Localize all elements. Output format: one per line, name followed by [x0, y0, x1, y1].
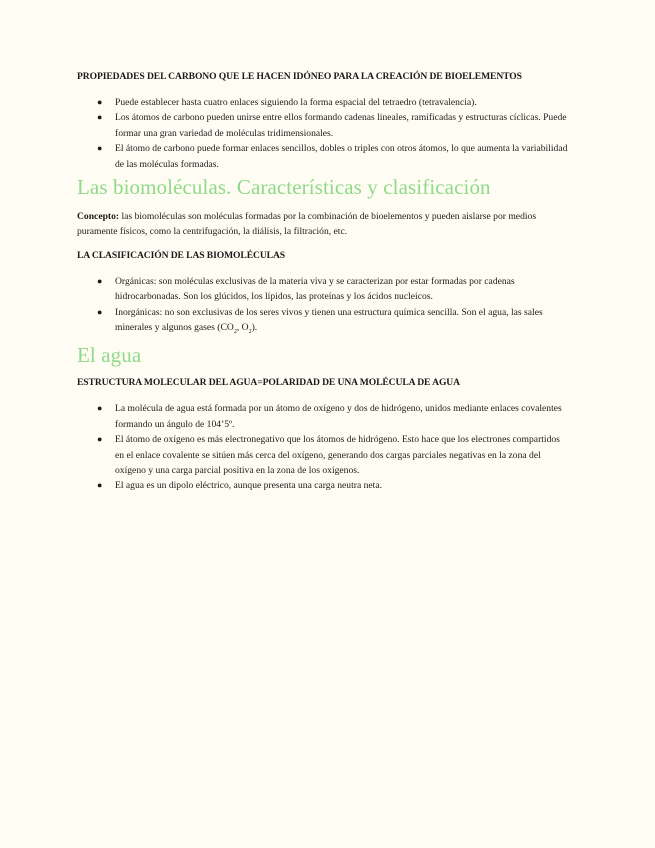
carbon-list [77, 95, 569, 172]
list-item: ● El agua es un dipolo eléctrico, aunque presenta una carga neutra neta. [77, 478, 569, 493]
bullet-icon: ● [97, 143, 103, 154]
agua-heading: ESTRUCTURA MOLECULAR DEL AGUA=POLARIDAD DE UNA MOLÉCULA DE AGUA [77, 377, 460, 389]
list-item: ● Los átomos de carbono pueden unirse entre ellos formando cadenas lineales, ramificadas y estructuras cíclicas. Puede formar una gran variedad de moléculas tridimensionales. [97, 112, 567, 139]
biomoleculas-title: Las biomoléculas. Características y clasificación [77, 175, 491, 200]
agua-list [77, 401, 569, 493]
list-item: ● Puede establecer hasta cuatro enlaces siguiendo la forma espacial del tetraedro (tetravalencia). [77, 95, 569, 110]
bullet-icon: ● [97, 97, 103, 107]
concept-label: Concepto: [77, 211, 120, 223]
list-item: ● Orgánicas: son moléculas exclusivas de la materia viva y se caracterizan por estar formadas por cadenas hidrocarbonadas. Son los glúcidos, los lípidos, las proteínas y los ácidos nucleicos. [97, 275, 515, 303]
concept-text: las biomoléculas son moléculas formadas por la combinación de bioelementos y pueden aislarse por medios puramente físicos, como la centrifugación, la diálisis, la filtración, etc. [77, 211, 537, 238]
classification-list [77, 274, 569, 341]
bullet-icon: ● [97, 275, 103, 286]
list-item: ● La molécula de agua está formada por un átomo de oxígeno y dos de hidrógeno, unidos mediante enlaces covalentes formando un ángulo de 104’5º. [97, 403, 562, 430]
document-page [77, 70, 569, 494]
agua-title: El agua [77, 343, 142, 368]
bullet-icon: ● [97, 112, 103, 123]
concept-paragraph [77, 209, 569, 240]
carbon-heading: PROPIEDADES DEL CARBONO QUE LE HACEN IDÓNEO PARA LA CREACIÓN DE BIOELEMENTOS [77, 71, 522, 82]
list-item: ● Inorgánicas: no son exclusivas de los seres vivos y tienen una estructura química sencilla. Son el agua, las sales minerales y algunos gases ($CO_2$, $O_2$). [97, 306, 543, 335]
bullet-icon: ● [97, 403, 103, 414]
classification-heading: LA CLASIFICACIÓN DE LAS BIOMOLÉCULAS [77, 249, 286, 261]
bullet-icon: ● [97, 306, 103, 317]
list-item: ● El átomo de carbono puede formar enlaces sencillos, dobles o triples con otros átomos, lo que aumenta la variabilidad de las moléculas formadas. [97, 143, 568, 170]
bullet-icon: ● [97, 434, 103, 445]
list-item: ● El átomo de oxígeno es más electronegativo que los átomos de hidrógeno. Esto hace que los electrones compartidos en el enlace covalente se sitúen más cerca del oxígeno, generando dos cargas parciales negativas en la zona del oxígeno y una carga parcial positiva en la zona de los oxígenos. [97, 434, 560, 476]
bullet-icon: ● [97, 480, 103, 491]
